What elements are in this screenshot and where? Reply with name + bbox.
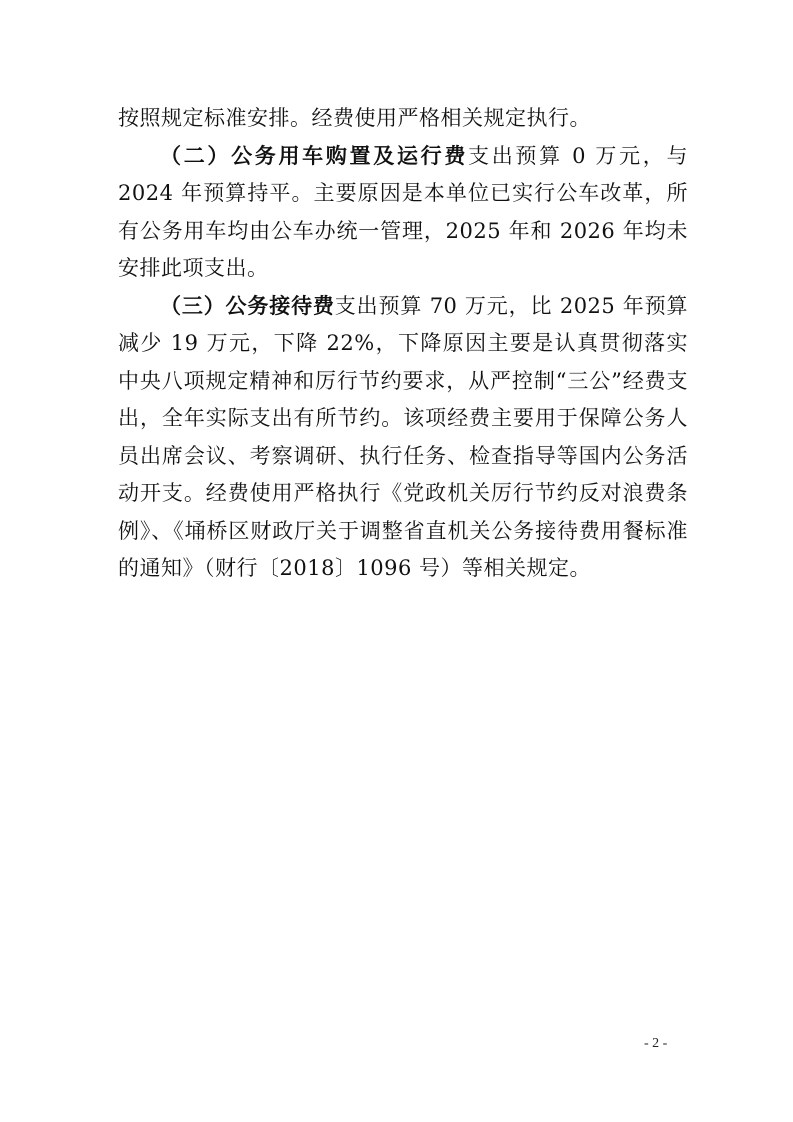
paragraph-text: 按照规定标准安排。经费使用严格相关规定执行。 (118, 106, 591, 130)
paragraph-vehicle-expenses (118, 138, 688, 288)
paragraph-text: 支出预算 70 万元，比 2025 年预算减少 19 万元，下降 22%，下降原因主要是认真贯彻落实中央八项规定精神和厉行节约要求，从严控制“三公”经费支出，全年实际支出有所节约。该项经费主要用于保障公务人员出席会议、考察调研、执行任务、检查指导等国内公务活动开支。经费使用严格执行《党政机关厉行节约反对浪费条例》、《埇桥区财政厅关于调整省直机关公务接待费用餐标准的通知》（财行〔2018〕1096 号）等相关规定。 (118, 293, 688, 580)
paragraph-reception-expenses (118, 288, 688, 588)
section-heading-vehicle: （二）公务用车购置及运行费 (160, 143, 469, 168)
document-body (118, 100, 688, 588)
section-heading-reception: （三）公务接待费 (160, 293, 335, 318)
page-number: - 2 - (644, 1036, 668, 1051)
paragraph-continuation (118, 100, 688, 138)
paragraph-text: 支出预算 0 万元，与 2024 年预算持平。主要原因是本单位已实行公车改革，所有公务用车均由公车办统一管理，2025 年和 2026 年均未安排此项支出。 (118, 143, 688, 280)
